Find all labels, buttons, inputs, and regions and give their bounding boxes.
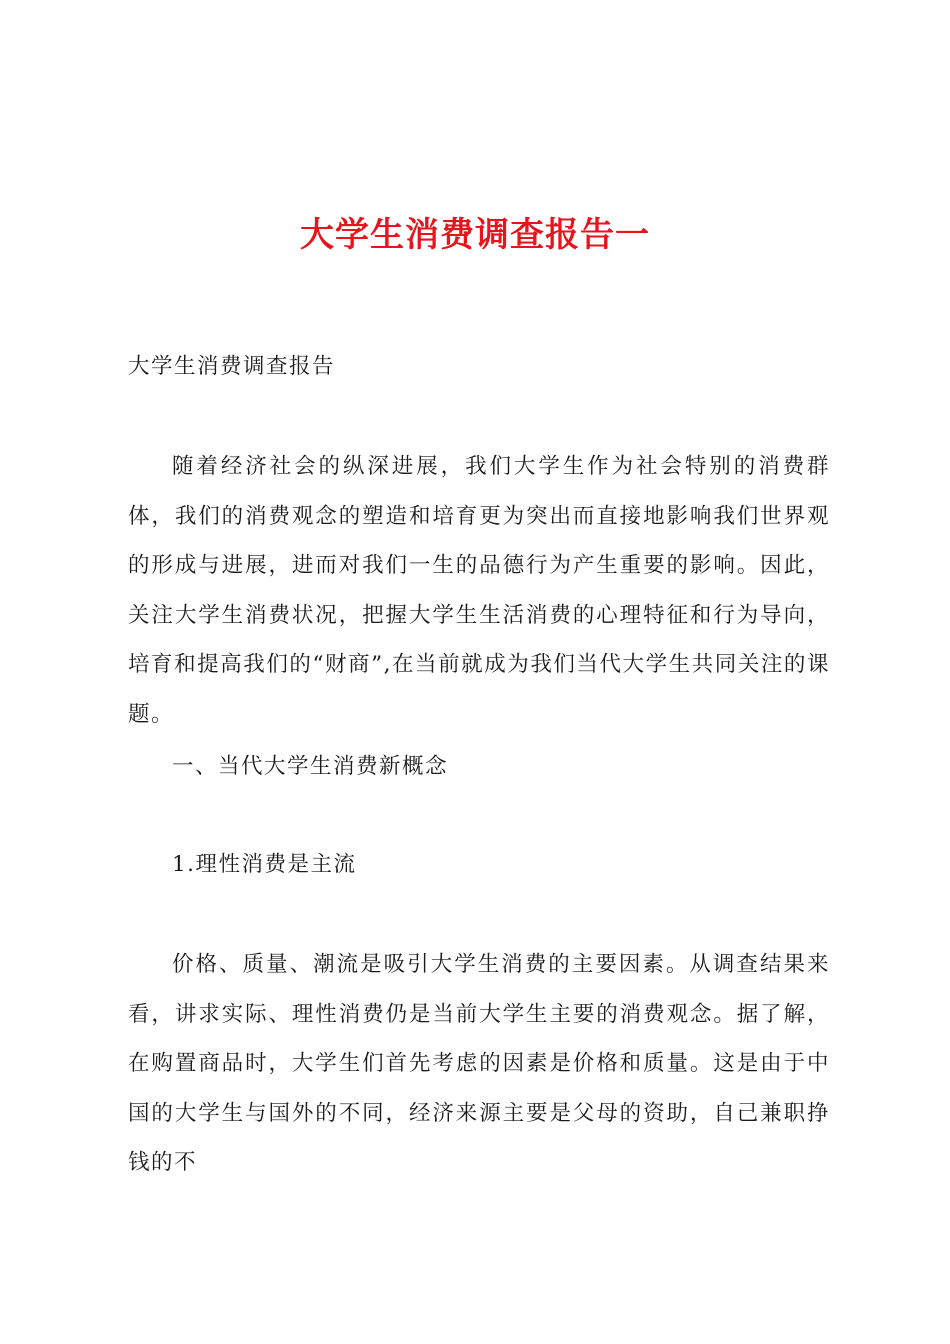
intro-paragraph: 随着经济社会的纵深进展，我们大学生作为社会特别的消费群体，我们的消费观念的塑造和培育更为突出而直接地影响我们世界观的形成与进展，进而对我们一生的品德行为产生重要的影响。因此，关注大学生消费状况，把握大学生生活消费的心理特征和行为导向，培育和提高我们的“财商”,在当前就成为我们当代大学生共同关注的课题。 xyxy=(128,454,830,727)
subsection-body-paragraph: 价格、质量、潮流是吸引大学生消费的主要因素。从调查结果来看，讲求实际、理性消费仍是当前大学生主要的消费观念。据了解，在购置商品时，大学生们首先考虑的因素是价格和质量。这是由于中国的大学生与国外的不同，经济来源主要是父母的资助，自己兼职挣钱的不 xyxy=(128,952,830,1175)
section-heading: 一、当代大学生消费新概念 xyxy=(172,754,449,779)
document-title: 大学生消费调查报告一 xyxy=(300,215,650,255)
subsection-heading: 1.理性消费是主流 xyxy=(172,852,357,877)
document-subtitle: 大学生消费调查报告 xyxy=(128,354,336,379)
